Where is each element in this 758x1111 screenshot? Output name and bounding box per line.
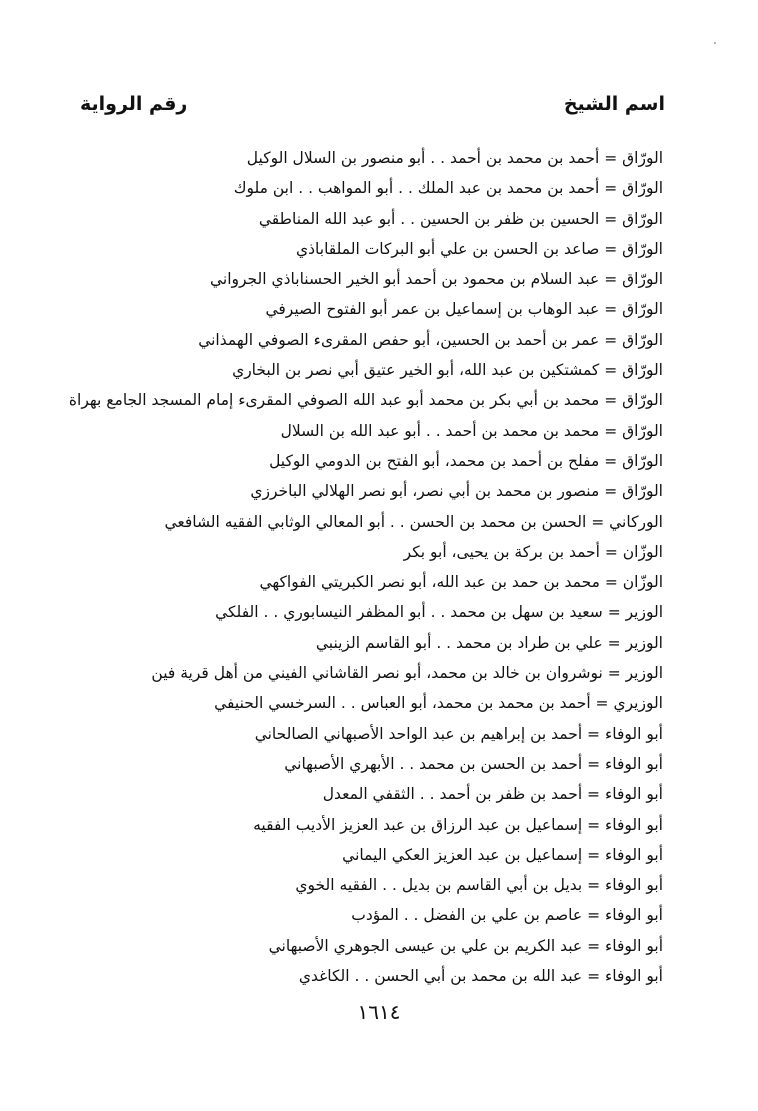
- list-item: أبو الوفاء = إسماعيل بن عبد الرزاق بن عبد العزيز الأديب الفقيه: [253, 815, 663, 834]
- list-item: أبو الوفاء = بديل بن أبي القاسم بن بديل . . الفقيه الخوي: [295, 876, 663, 895]
- list-item: الوزير = نوشروان بن خالد بن محمد، أبو نصر القاشاني الفيني من أهل قرية فين: [151, 664, 663, 683]
- list-item: الورّاق = محمد بن محمد بن أحمد . . أبو عبد الله بن السلال: [280, 421, 663, 440]
- list-item: الوزير = سعيد بن سهل بن محمد . . أبو المظفر النيسابوري . . الفلكي: [215, 603, 663, 622]
- list-item: الورّاق = كمشتكين بن عبد الله، أبو الخير عتيق أبي نصر بن البخاري: [232, 361, 663, 380]
- list-item: أبو الوفاء = عاصم بن علي بن الفضل . . المؤدب: [351, 906, 663, 925]
- list-item: الورّاق = محمد بن أبي بكر بن محمد أبو عبد الله الصوفي المقرىء إمام المسجد الجامع بهراة: [68, 391, 663, 410]
- list-item: الورّاق = الحسين بن ظفر بن الحسين . . أبو عبد الله المناطقي: [258, 209, 663, 228]
- list-item: أبو الوفاء = إسماعيل بن عبد العزيز العكي اليماني: [342, 845, 663, 864]
- list-item: أبو الوفاء = أحمد بن الحسن بن محمد . . الأبهري الأصبهاني: [284, 754, 663, 773]
- list-item: أبو الوفاء = عبد الكريم بن علي بن عيسى الجوهري الأصبهاني: [268, 936, 663, 955]
- list-item: أبو الوفاء = أحمد بن إبراهيم بن عبد الواحد الأصبهاني الصالحاني: [254, 724, 663, 743]
- list-item: الوركاني = الحسن بن محمد بن الحسن . . أبو المعالي الوثابي الفقيه الشافعي: [164, 512, 663, 531]
- page-number: ١٦١٤: [357, 1000, 401, 1024]
- list-item: الورّاق = مفلح بن أحمد بن محمد، أبو الفتح بن الدومي الوكيل: [269, 451, 663, 470]
- list-item: الورّاق = أحمد بن محمد بن أحمد . . أبو منصور بن السلال الوكيل: [246, 149, 663, 167]
- list-item: الورّاق = عبد السلام بن محمود بن أحمد أبو الخير الحسناباذي الجرواني: [209, 270, 663, 289]
- list-item: أبو الوفاء = عبد الله بن محمد بن أبي الحسن . . الكاغدي: [298, 967, 663, 986]
- narration-number-heading: رقم الرواية: [80, 93, 188, 115]
- list-item: الورّاق = عبد الوهاب بن إسماعيل بن عمر أبو الفتوح الصيرفي: [265, 300, 663, 319]
- list-item: الوزير = علي بن طراد بن محمد . . أبو القاسم الزينبي: [315, 633, 663, 652]
- list-item: أبو الوفاء = أحمد بن ظفر بن أحمد . . الثقفي المعدل: [322, 785, 663, 804]
- list-item: الوزّان = أحمد بن بركة بن يحيى، أبو بكر: [403, 542, 663, 561]
- list-item: الوزيري = أحمد بن محمد بن محمد، أبو العباس . . السرخسي الحنيفي: [214, 694, 663, 713]
- list-item: الورّاق = عمر بن أحمد بن الحسين، أبو حفص المقرىء الصوفي الهمذاني: [198, 330, 663, 349]
- list-item: الورّاق = صاعد بن الحسن بن علي أبو البركات الملقاباذي: [296, 239, 663, 258]
- entry-list: [68, 143, 663, 991]
- list-item: الورّاق = أحمد بن محمد بن عبد الملك . . أبو المواهب . . ابن ملوك: [233, 179, 663, 198]
- sheikh-name-heading: اسم الشيخ: [563, 93, 665, 115]
- list-item: الورّاق = منصور بن محمد بن أبي نصر، أبو نصر الهلالي الباخرزي: [250, 482, 663, 501]
- list-item: الوزّان = محمد بن حمد بن عبد الله، أبو نصر الكبريتي الفواكهي: [259, 573, 663, 592]
- column-header: [80, 93, 665, 127]
- scan-speck: [714, 42, 716, 44]
